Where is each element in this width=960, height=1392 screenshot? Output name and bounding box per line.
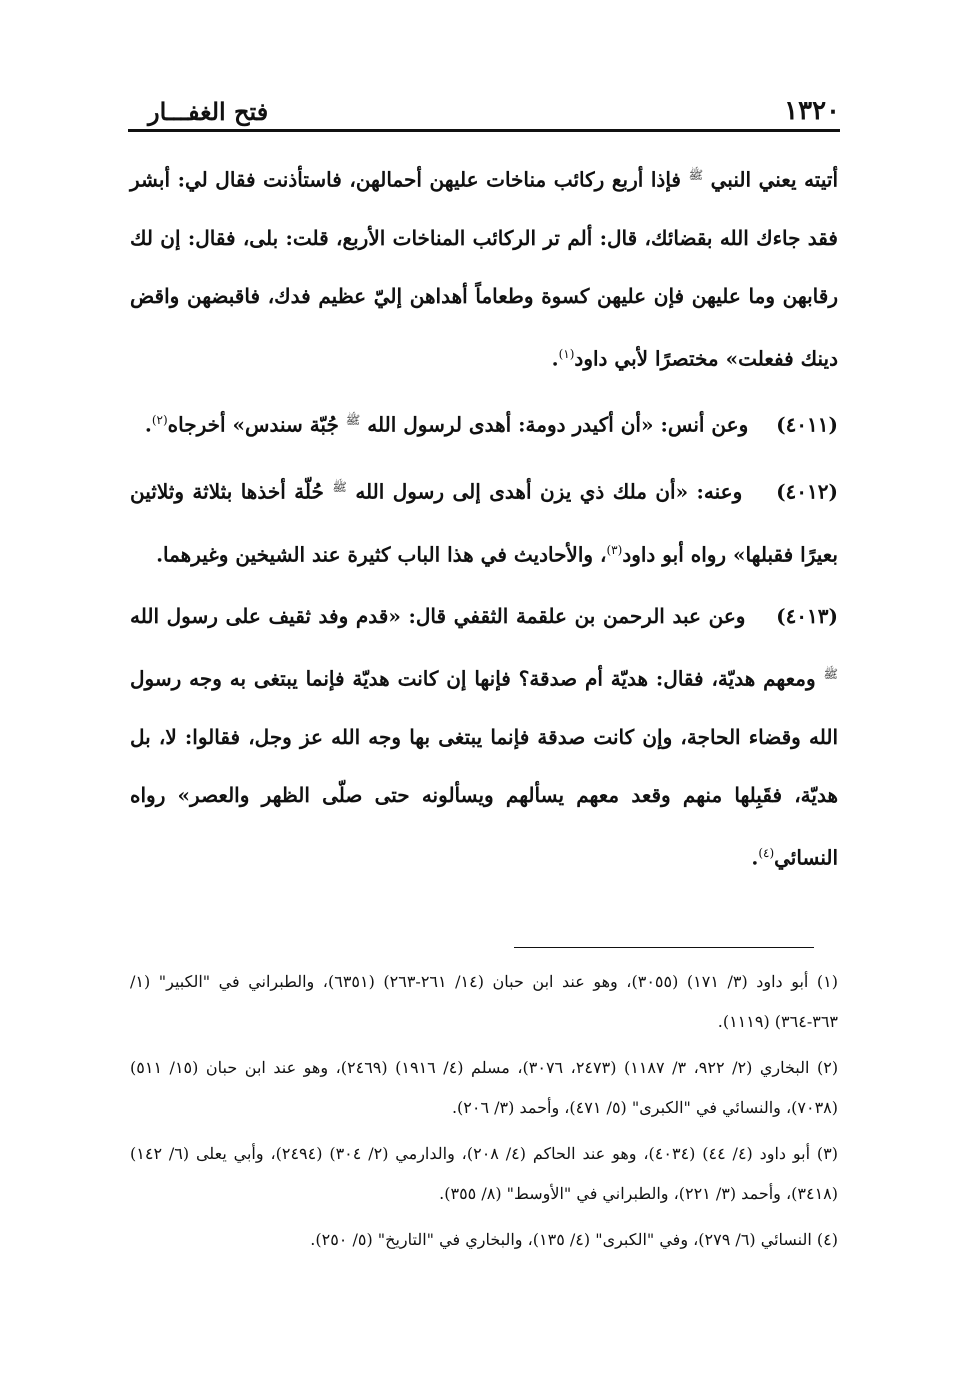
footnote-3: (٣) أبو داود (٤/ ٤٤) (٤٠٣٤)، وهو عند الحاكم (٤/ ٢٠٨)، والدارمي (٢/ ٣٠٤) (٢٤٩٤)، وأبي يعلى (٦/ ١٤٢) (٣٤١٨)، وأحمد (٣/ ٢٢١)، والطبراني في "الأوسط" (٨/ ٣٥٥). xyxy=(130,1144,839,1203)
footnote-ref-3[interactable]: (٣) xyxy=(606,542,623,557)
hadith-4012: (٤٠١٢) وعنه: «أن ملك ذي يزن أهدى إلى رسول الله $^ﷺ$ حُلّة أخذها بثلاثة وثلاثين بعيرًا فقبلها» رواه أبو داود$^{(٣)}$، والأحاديث في هذا الباب كثيرة عند الشيخين وغيرهما. xyxy=(130,479,838,567)
footnote-2: (٢) البخاري (٢/ ٩٢٢، ٣/ ١١٨٧) (٢٤٧٣، ٣٠٧٦)، مسلم (٤/ ١٩١٦) (٢٤٦٩)، وهو عند ابن حبان (١٥/ ٥١١) (٧٠٣٨)، والنسائي في "الكبرى" (٥/ ٤٧١)، وأحمد (٣/ ٢٠٦). xyxy=(130,1058,839,1117)
header-rule xyxy=(128,129,840,132)
running-header xyxy=(128,92,840,126)
footnote-4: (٤) النسائي (٦/ ٢٧٩)، وفي "الكبرى" (٤/ ١٣٥)، والبخاري في "التاريخ" (٥/ ٢٥٠). xyxy=(310,1230,838,1249)
salutation-glyph: ﷺ xyxy=(332,479,347,494)
hadith-4011: (٤٠١١) وعن أنس: «أن أكيدر دومة: أهدى لرسول الله $^ﷺ$ جُبّة سندس» أخرجاه$^{(٢)}$. xyxy=(144,412,838,437)
main-text xyxy=(130,146,838,891)
footnote-ref-1[interactable]: (١) xyxy=(558,346,575,361)
footnote-ref-2[interactable]: (٢) xyxy=(151,413,168,428)
footnote-separator xyxy=(514,947,814,948)
hadith-number: (٤٠١١) xyxy=(776,412,838,437)
page-number: ١٣٢٠ xyxy=(784,96,840,126)
footnote-1: (١) أبو داود (٣/ ١٧١) (٣٠٥٥)، وهو عند ابن حبان (١٤/ ٢٦١-٢٦٣) (٦٣٥١)، والطبراني في "الكبير" (١/ ٣٦٣-٣٦٤) (١١١٩). xyxy=(130,972,838,1031)
footnote-ref-4[interactable]: (٤) xyxy=(758,845,775,860)
book-title: فتح الغفـــار xyxy=(148,97,269,126)
salutation-glyph: ﷺ xyxy=(688,168,704,182)
salutation-glyph: ﷺ xyxy=(345,413,361,428)
hadith-4013: (٤٠١٣) وعن عبد الرحمن بن علقمة الثقفي قال: «قدم وفد ثقيف على رسول الله $^ﷺ$ ومعهم هديّة، فقال: هديّة أم صدقة؟ فإنها إن كانت هديّة فإنما يبتغى به وجه رسول الله وقضاء الحاجة، وإن كانت صدقة فإنما يبتغى بها وجه الله عز وجل، فقالوا: لا، بل هديّة، فقَبِلها منهم وقعد معهم يسألهم ويسألونه حتى صلّى الظهر والعصر» رواه النسائي$^{(٤)}$. xyxy=(130,604,839,870)
hadith-number: (٤٠١٢) xyxy=(776,479,838,504)
paragraph-continuation: أتيته يعني النبي $^ﷺ$ فإذا أربع ركائب مناخات عليهن أحمالهن، فاستأذنت فقال لي: أبشر فقد جاءك الله بقضائك، قال: ألم تر الركائب المناخات الأربع، قلت: بلى، فقال: إن لك رقابهن وما عليهن فإن عليهن كسوة وطعاماً أهداهن إليّ عظيم فدك، فاقبضهن واقض دينك ففعلت» مختصرًا لأبي داود$^{(١)}$. xyxy=(130,167,839,371)
salutation-glyph: ﷺ xyxy=(823,667,839,682)
hadith-number: (٤٠١٣) xyxy=(776,604,838,629)
footnotes xyxy=(130,962,838,1266)
